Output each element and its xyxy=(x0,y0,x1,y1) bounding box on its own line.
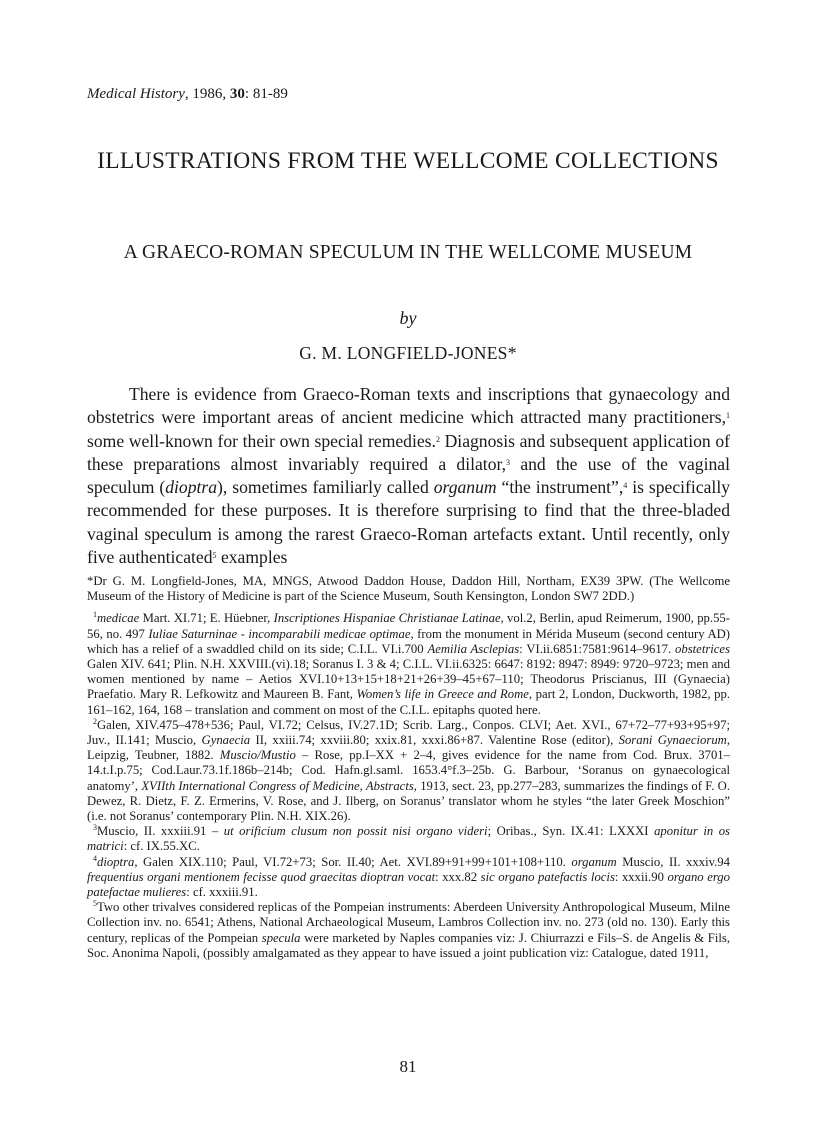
footnote-text: : xxx.82 xyxy=(435,869,481,884)
footnote-text: : xxxii.90 xyxy=(614,869,668,884)
footnote-italic: Aemilia Asclepias xyxy=(427,641,520,656)
footnote-4 xyxy=(87,855,730,901)
body-text-segment: There is evidence from Graeco-Roman texts and inscriptions that gynaecology and obstetrics were important areas of ancient medicine which attracted many practitioners, xyxy=(87,384,730,428)
footnote-italic: Iuliae Saturninae - incomparabili medicae optimae xyxy=(148,626,411,641)
footnote-text: Galen, XIV.475–478+536; Paul, VI.72; Celsus, IV.27.1D; Scrib. Larg., Conpos. CLVI; Aet. XVI., 67+72–77+93+95+97; Juv., II.141; Muscio, xyxy=(87,717,730,748)
footnote-number: 2 xyxy=(93,716,97,726)
footnote-text: II, xxiii.74; xxviii.80; xxix.81, xxxi.86+87. Valentine Rose (editor), xyxy=(250,733,619,748)
footnote-text: were marketed by Naples companies viz: J. Chiurrazzi e Fils–S. de Angelis & Fils, Soc. Anonima Napoli, (possibly amalgamated as they appear to have issued a joint publication viz: Catalogue, dated 1911, xyxy=(87,930,731,960)
journal-pages: : 81-89 xyxy=(244,86,288,102)
body-text-segment: and the use of the vaginal speculum ( xyxy=(87,453,730,498)
footnote-5 xyxy=(87,900,730,961)
footnote-marker: 3 xyxy=(506,457,511,467)
footnote-text: , vol.2, Berlin, apud Reimerum, 1900, pp.55-56, no. 497 xyxy=(87,611,730,641)
footnote-italic: Inscriptiones Hispaniae Christianae Latinae xyxy=(273,611,501,626)
footnote-text: : cf. xxxiii.91. xyxy=(186,885,258,900)
body-text-segment: some well-known for their own special remedies. xyxy=(87,430,436,451)
by-line: by xyxy=(399,308,417,328)
series-title: ILLUSTRATIONS FROM THE WELLCOME COLLECTIONS xyxy=(97,148,719,174)
footnote-italic: ut orificium clusum non possit nisi organo videri xyxy=(223,824,488,839)
footnote-text: ; Oribas., Syn. IX.41: LXXXI xyxy=(487,824,655,839)
body-text-segment: ), sometimes familiarly called xyxy=(217,477,434,498)
footnote-marker: 5 xyxy=(212,551,217,561)
term-dioptra: dioptra xyxy=(165,477,218,498)
footnote-text: , 1913, sect. 23, pp.277–283, summarizes the findings of F. O. Dewez, R. Dietz, F. Z. Ermerins, V. Rose, and J. Ilberg, on Soranus’ translator whom he styles “the later Greek Moschion” (i.e. not Soranus’ contemporary Plin. N.H. XIX.26). xyxy=(87,778,730,824)
term-organum: organum xyxy=(433,477,497,498)
footnote-italic: medicae xyxy=(97,611,140,626)
footnote-text: Mart. XI.71; E. Hüebner, xyxy=(139,611,274,626)
body-text-segment: “the instrument”, xyxy=(496,477,624,498)
footnote-1 xyxy=(87,611,730,717)
footnote-marker: 1 xyxy=(726,411,730,421)
footnote-text: : VI.ii.6851:7581:9614–9617. xyxy=(519,641,676,656)
footnote-italic: dioptra xyxy=(97,854,135,869)
footnote-italic: sic organo patefactis locis xyxy=(480,869,615,884)
body-text-segment: is specifically recommended for these purposes. It is therefore surprising to find that the three-bladed vaginal speculum is among the rarest Graeco-Roman artefacts extant. Until recently, only five authenticated xyxy=(87,477,730,568)
footnote-text: Galen XIV. 641; Plin. N.H. XXVIII.(vi).18; Soranus I. 3 & 4; C.I.L. VI.ii.6325: 6647: 8192: 8947: 8949: 9720–9723; men and women mentioned by name – Aetios XVI.10+13+15+18+21+26+39–45+67–110; Theodorus Priscianus, III (Gynaecia) Praefatio. Mary R. Lefkowitz and Maureen B. Fant, xyxy=(87,657,730,702)
author-affiliation-note: *Dr G. M. Longfield-Jones, MA, MNGS, Atwood Daddon House, Daddon Hill, Northam, EX39 3PW. (The Wellcome Museum of the History of Medicine is part of the Science Museum, South Kensington, London SW7 2DD.) xyxy=(87,574,730,604)
article-title: A GRAECO-ROMAN SPECULUM IN THE WELLCOME MUSEUM xyxy=(123,242,693,263)
footnote-text: Muscio, II. xxxiv.94 xyxy=(616,854,730,869)
footnote-italic: organo ergo patefactae mulieres xyxy=(87,869,730,900)
footnote-number: 4 xyxy=(93,853,97,863)
footnote-italic: Women’s life in Greece and Rome xyxy=(356,687,529,702)
footnote-2 xyxy=(87,718,730,824)
journal-volume: 30 xyxy=(229,86,245,102)
body-text-segment: Diagnosis and subsequent application of these preparations almost invariably required a dilator, xyxy=(87,430,731,474)
footnote-3 xyxy=(87,824,730,854)
footnote-italic: Gynaecia xyxy=(201,733,251,748)
footnote-text: Muscio, II. xxxiii.91 – xyxy=(97,824,224,839)
footnote-text: : cf. IX.55.XC. xyxy=(123,839,200,854)
footnote-marker: 4 xyxy=(623,481,628,491)
footnote-italic: Muscio/Mustio xyxy=(219,748,296,763)
author-name: G. M. LONGFIELD-JONES* xyxy=(299,343,517,363)
body-text-segment: examples xyxy=(216,547,288,568)
footnote-text: Two other trivalves considered replicas of the Pompeian instruments: Aberdeen University Anthropological Museum, Milne Collection inv. no. 6541; Athens, National Archaeological Museum, Lambros Collection inv. no. 273 (old no. 130). Early this century, replicas of the Pompeian xyxy=(87,900,730,945)
footnote-text: , part 2, London, Duckworth, 1982, pp. 161–162, 164, 168 – translation and comment on most of the C.I.L. epitaphs quoted here. xyxy=(87,687,731,717)
footnote-text: , Leipzig, Teubner, 1882. xyxy=(87,733,730,763)
journal-name: Medical History xyxy=(87,86,185,102)
body-paragraph xyxy=(87,383,730,569)
journal-reference xyxy=(87,86,288,103)
footnote-italic: Sorani Gynaeciorum xyxy=(618,733,727,748)
journal-year: , 1986, xyxy=(184,86,230,102)
footnote-italic: organum xyxy=(571,854,617,869)
footnote-text: , Galen XIX.110; Paul, VI.72+73; Sor. II.40; Aet. XVI.89+91+99+101+108+110. xyxy=(134,854,572,869)
footnote-italic: obstetrices xyxy=(675,641,731,656)
footnote-italic: XVIIth International Congress of Medicine, Abstracts xyxy=(141,778,414,793)
footnote-italic: specula xyxy=(261,930,301,945)
footnote-italic: frequentius organi mentionem fecisse quod graecitas dioptran vocat xyxy=(87,869,436,884)
footnote-marker: 2 xyxy=(435,434,440,444)
footnote-text: – Rose, pp.I–XX + 2–4, gives evidence for the name from Cod. Brux. 3701–14.t.I.p.75; Cod.Laur.73.1f.186b–214b; Cod. Hafn.gl.saml. 1653.4°f.3–25b. G. Barbour, ‘Soranus on gynaecological anatomy’, xyxy=(87,748,730,793)
footnote-number: 5 xyxy=(93,899,97,909)
footnote-text: , from the monument in Mérida Museum (second century AD) which has a relief of a swaddled child on its side; C.I.L. VI.i.700 xyxy=(87,626,730,656)
footnote-number: 3 xyxy=(93,823,97,833)
page-number: 81 xyxy=(399,1057,417,1076)
footnote-italic: aponitur in os matrici xyxy=(87,824,730,854)
footnotes xyxy=(87,574,730,961)
footnote-number: 1 xyxy=(93,610,97,620)
